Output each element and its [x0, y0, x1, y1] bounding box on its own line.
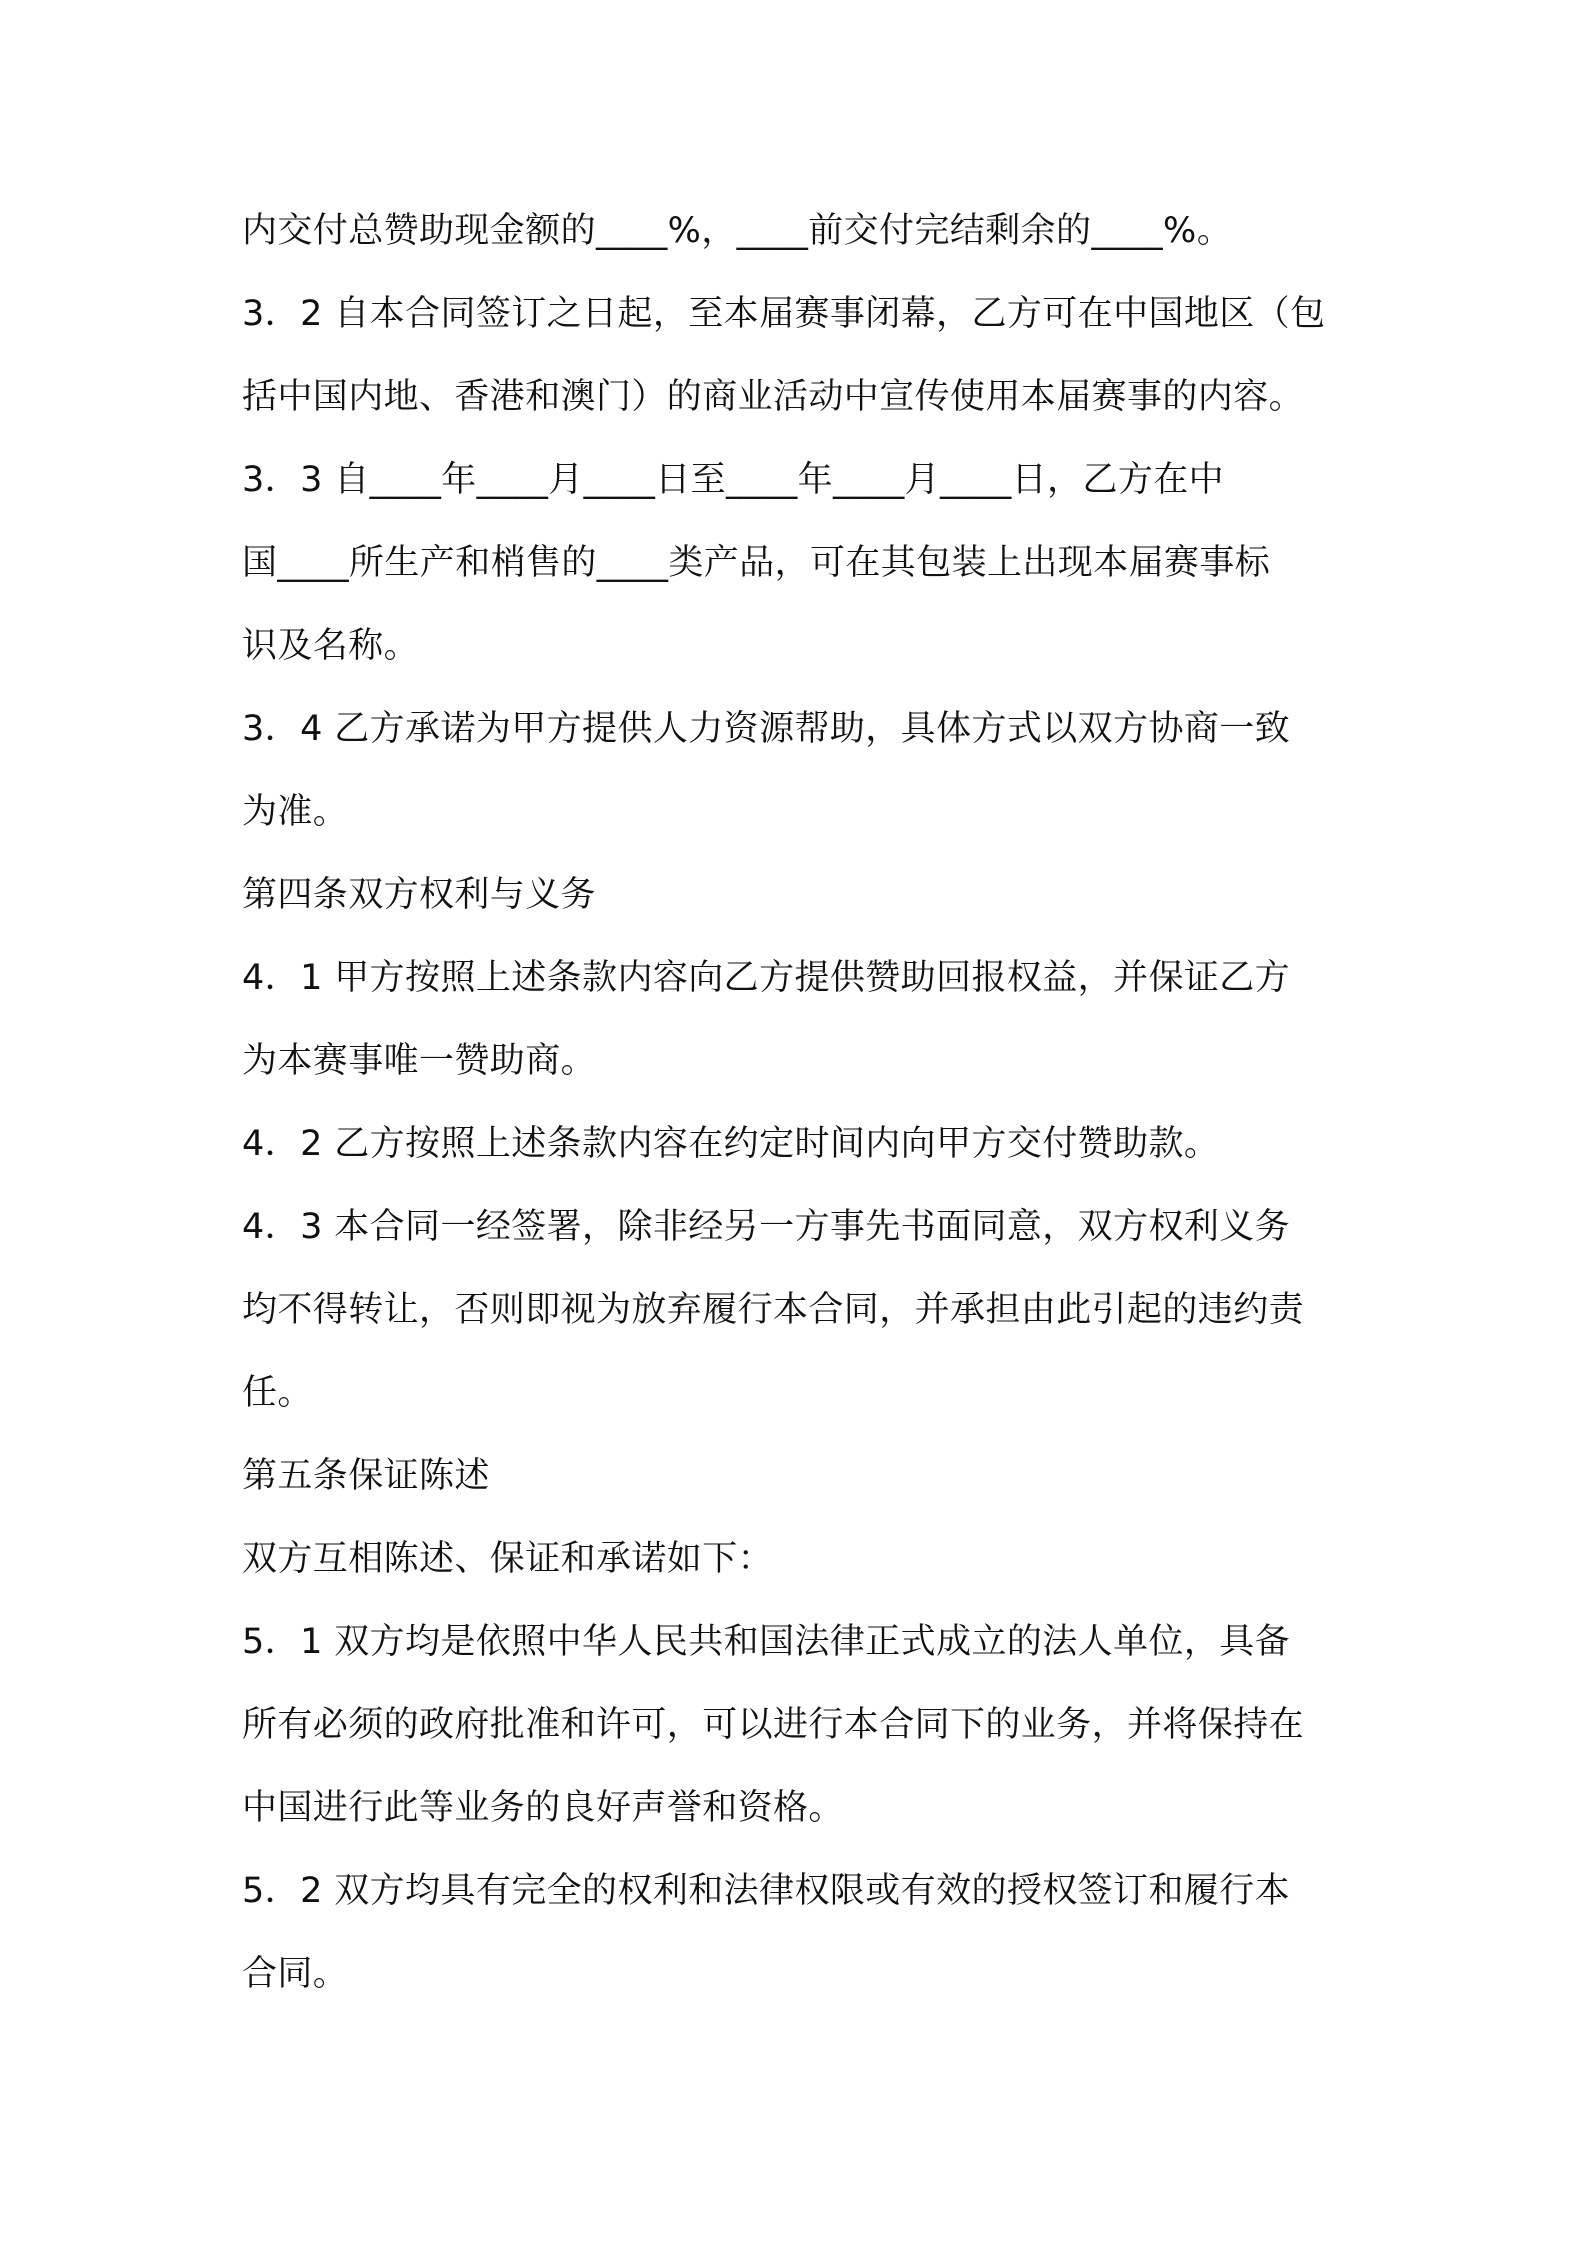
text-line: 为准。 [242, 792, 349, 832]
text-line-clause-5-1: 5．1 双方均是依照中华人民共和国法律正式成立的法人单位，具备 [242, 1622, 1291, 1662]
text-line: 均不得转让，否则即视为放弃履行本合同，并承担由此引起的违约责 [242, 1290, 1305, 1330]
text-line: 合同。 [242, 1954, 349, 1994]
text-line: 为本赛事唯一赞助商。 [242, 1041, 597, 1081]
text-line-clause-5-2: 5．2 双方均具有完全的权利和法律权限或有效的授权签订和履行本 [242, 1871, 1291, 1911]
text-line: 任。 [242, 1373, 313, 1413]
text-line: 国____所生产和梢售的____类产品，可在其包装上出现本届赛事标 [242, 543, 1271, 583]
text-line: 双方互相陈述、保证和承诺如下： [242, 1539, 774, 1579]
article-5-heading: 第五条保证陈述 [242, 1456, 490, 1496]
text-line-clause-3-4: 3．4 乙方承诺为甲方提供人力资源帮助，具体方式以双方协商一致 [242, 709, 1291, 749]
text-line: 中国进行此等业务的良好声誉和资格。 [242, 1788, 844, 1828]
text-line-clause-4-3: 4．3 本合同一经签署，除非经另一方事先书面同意，双方权利义务 [242, 1207, 1291, 1247]
text-line-clause-3-1-continued: 内交付总赞助现金额的____%，____前交付完结剩余的____%。 [242, 211, 1233, 251]
article-4-heading: 第四条双方权利与义务 [242, 875, 597, 915]
text-line: 所有必须的政府批准和许可，可以进行本合同下的业务，并将保持在 [242, 1705, 1305, 1745]
text-line-clause-4-2: 4．2 乙方按照上述条款内容在约定时间内向甲方交付赞助款。 [242, 1124, 1220, 1164]
text-line-clause-3-3: 3．3 自____年____月____日至____年____月____日，乙方在中 [242, 460, 1225, 500]
text-line-clause-4-1: 4．1 甲方按照上述条款内容向乙方提供赞助回报权益，并保证乙方 [242, 958, 1291, 998]
text-line: 括中国内地、香港和澳门）的商业活动中宣传使用本届赛事的内容。 [242, 377, 1305, 417]
text-line-clause-3-2: 3．2 自本合同签订之日起，至本届赛事闭幕，乙方可在中国地区（包 [242, 294, 1326, 334]
text-line: 识及名称。 [242, 626, 420, 666]
